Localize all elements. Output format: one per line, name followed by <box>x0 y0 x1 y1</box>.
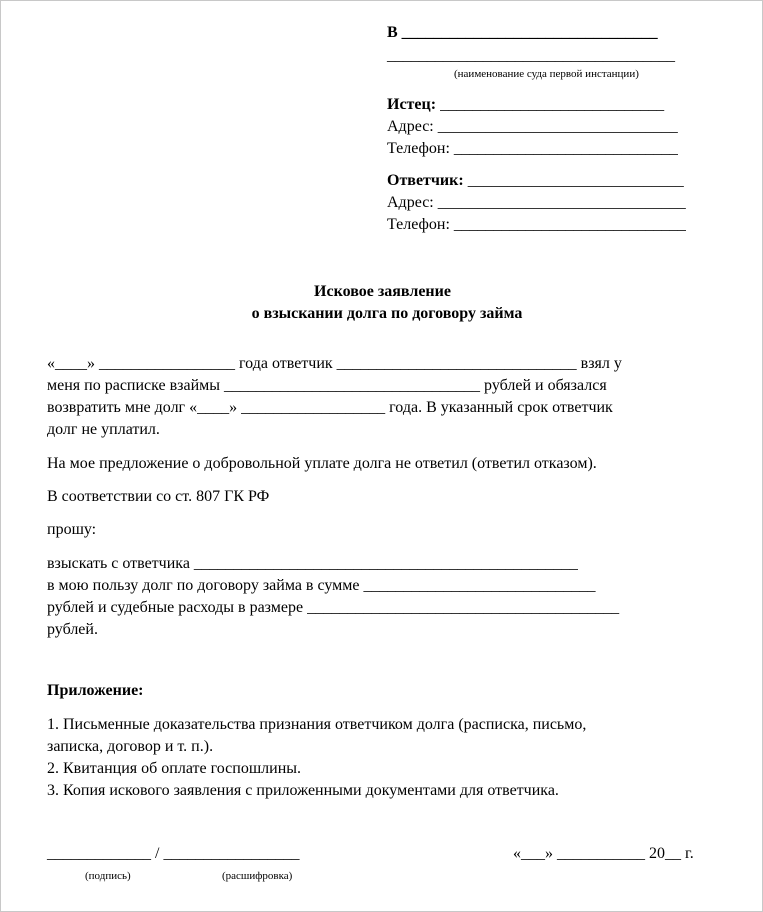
plaintiff-label: Истец: <box>387 96 437 113</box>
court-line: В ________________________________ <box>387 24 658 41</box>
attachments-heading: Приложение: <box>47 682 144 699</box>
body-paragraph-1-line-3: возвратить мне долг «____» __________________ года. В указанный срок ответчик <box>47 399 613 416</box>
body-paragraph-1-line-2: меня по расписке взаймы ________________________________ рублей и обязался <box>47 377 607 394</box>
body-paragraph-5-line-3: рублей и судебные расходы в размере _______________________________________ <box>47 599 620 616</box>
date-line: «___» ___________ 20__ г. <box>513 845 694 862</box>
plaintiff-address: Адрес: ______________________________ <box>387 118 678 135</box>
defendant-phone: Телефон: _____________________________ <box>387 216 686 233</box>
body-request: прошу: <box>47 521 97 538</box>
document-subtitle: о взыскании долга по договору займа <box>251 305 523 322</box>
attachment-item-1-line-2: записка, договор и т. п.). <box>47 738 214 755</box>
body-paragraph-5-line-2: в мою пользу долг по договору займа в сумме _____________________________ <box>47 577 596 594</box>
body-paragraph-1-line-1: «____» _________________ года ответчик ______________________________ взял у <box>47 355 622 372</box>
court-caption: (наименование суда первой инстанции) <box>454 68 639 80</box>
decoding-caption: (расшифровка) <box>222 870 293 882</box>
document-title: Исковое заявление <box>314 283 451 300</box>
plaintiff-phone: Телефон: ____________________________ <box>387 140 678 157</box>
body-paragraph-3: В соответствии со ст. 807 ГК РФ <box>47 488 270 505</box>
body-paragraph-1-line-4: долг не уплатил. <box>47 421 160 438</box>
defendant-label: Ответчик: <box>387 172 464 189</box>
court-line-continued: ____________________________________ <box>387 47 675 64</box>
attachment-item-1-line-1: 1. Письменные доказательства признания ответчиком долга (расписка, письмо, <box>47 716 587 733</box>
signature-line: _____________ / _________________ <box>47 845 300 862</box>
body-paragraph-5-line-1: взыскать с ответчика ________________________________________________ <box>47 555 578 572</box>
body-paragraph-2: На мое предложение о добровольной уплате долга не ответил (ответил отказом). <box>47 455 597 472</box>
defendant-line <box>387 171 684 191</box>
defendant-blank: ___________________________ <box>463 172 684 189</box>
plaintiff-line <box>387 95 664 115</box>
attachment-item-2: 2. Квитанция об оплате госпошлины. <box>47 760 301 777</box>
plaintiff-blank: ____________________________ <box>436 96 665 113</box>
attachment-item-3: 3. Копия искового заявления с приложенными документами для ответчика. <box>47 782 559 799</box>
signature-caption: (подпись) <box>85 870 131 882</box>
body-paragraph-5-line-4: рублей. <box>47 621 98 638</box>
defendant-address: Адрес: _______________________________ <box>387 194 686 211</box>
